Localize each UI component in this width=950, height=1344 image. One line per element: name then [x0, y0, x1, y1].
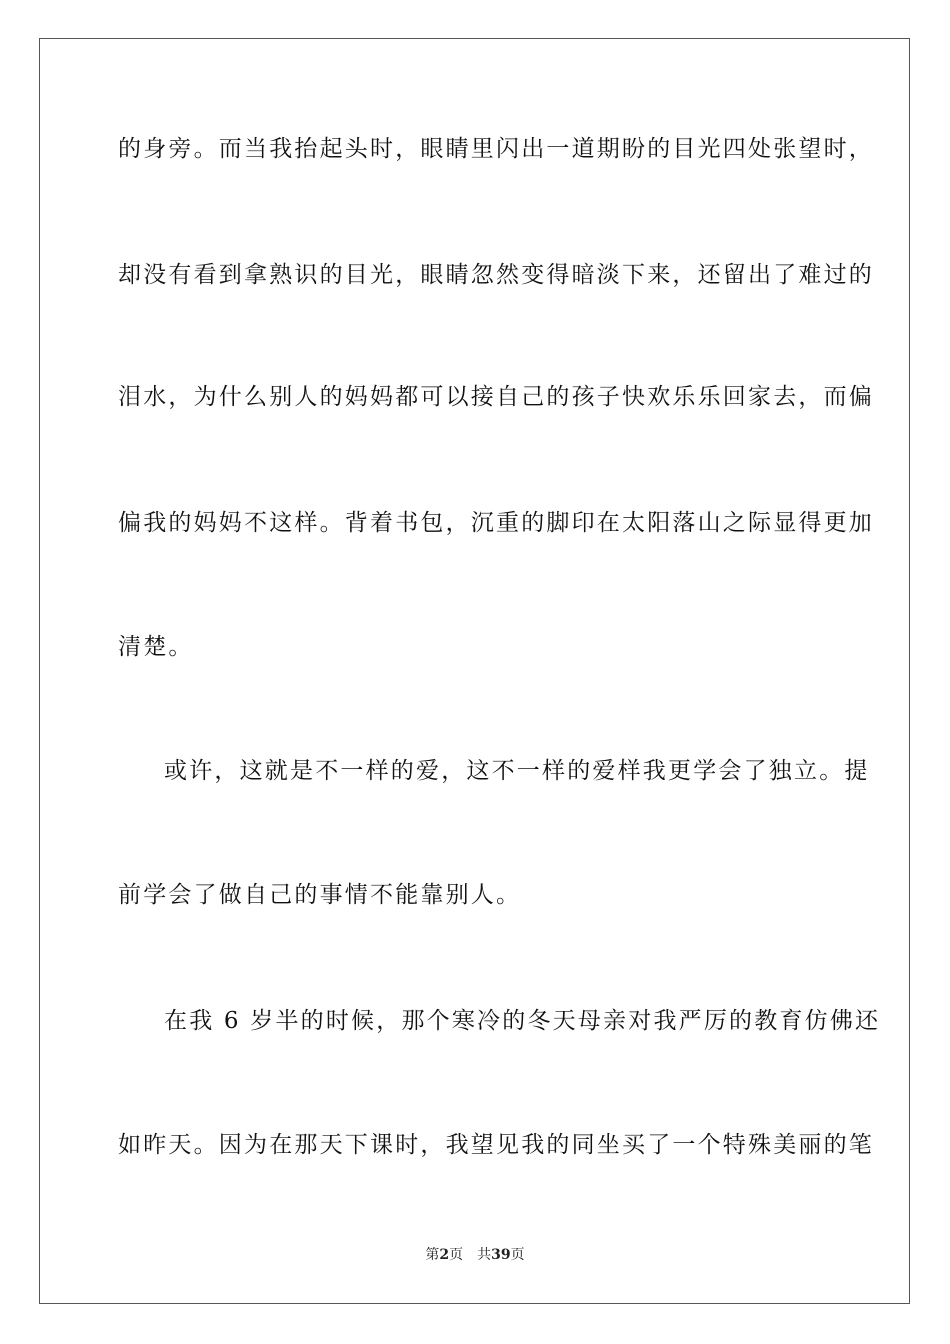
body-line-8: 在我 6 岁半的时候，那个寒冷的冬天母亲对我严厉的教育仿佛还 [164, 1008, 881, 1034]
page-number: 2 [439, 1247, 450, 1263]
body-line-1: 的身旁。而当我抬起头时，眼睛里闪出一道期盼的目光四处张望时， [118, 136, 874, 162]
body-line-3: 泪水，为什么别人的妈妈都可以接自己的孩子快欢乐乐回家去，而偏 [118, 384, 874, 410]
total-pages: 39 [491, 1247, 511, 1263]
body-line-6: 或许，这就是不一样的爱，这不一样的爱样我更学会了独立。提 [164, 758, 870, 784]
body-line-4: 偏我的妈妈不这样。背着书包，沉重的脚印在太阳落山之际显得更加 [118, 510, 874, 536]
total-prefix: 共 [477, 1247, 492, 1263]
page-suffix: 页 [449, 1247, 464, 1263]
total-suffix: 页 [510, 1247, 525, 1263]
body-line-9: 如昨天。因为在那天下课时，我望见我的同坐买了一个特殊美丽的笔 [118, 1132, 874, 1158]
body-line-7: 前学会了做自己的事情不能靠别人。 [118, 882, 522, 908]
body-line-2: 却没有看到拿熟识的目光，眼睛忽然变得暗淡下来，还留出了难过的 [118, 262, 874, 288]
page-footer [0, 1246, 950, 1264]
body-line-5: 清楚。 [118, 634, 194, 660]
page-border [39, 38, 910, 1304]
page-prefix: 第 [425, 1247, 440, 1263]
